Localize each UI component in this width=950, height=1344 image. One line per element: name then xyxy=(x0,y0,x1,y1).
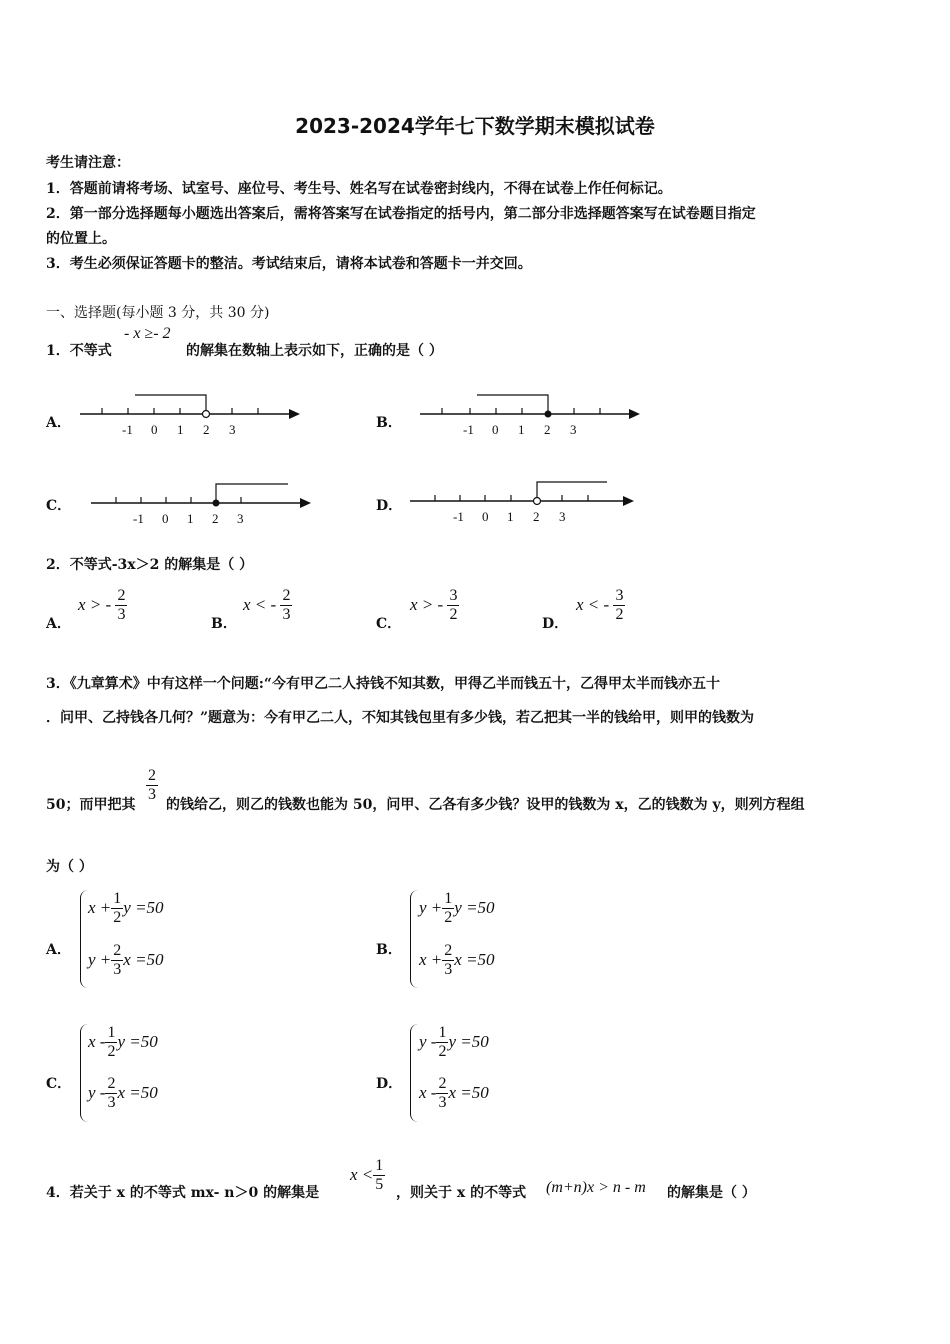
q1-option-c-numberline xyxy=(86,475,316,530)
tick-label: 3 xyxy=(559,509,566,524)
q3-option-a-row-1: x + $\frac{1}{2}$ y =50 xyxy=(88,890,164,927)
notice-item: 的位置上。 xyxy=(46,231,116,247)
solution-ray xyxy=(477,395,548,414)
q3-line-1: 3．《九章算术》中有这样一个问题:“今有甲乙二人持钱不知其数，甲得乙半而钱五十，乙得甲太半而钱亦五十 xyxy=(46,676,720,692)
tick-label: 2 xyxy=(544,422,551,437)
notice-heading: 考生请注意： xyxy=(46,155,130,171)
q3-option-c-row-2: y - $\frac{2}{3}$ x =50 xyxy=(88,1075,158,1112)
notice-item: 3．考生必须保证答题卡的整洁。考试结束后，请将本试卷和答题卡一并交回。 xyxy=(46,256,532,272)
arrow-head xyxy=(629,409,640,419)
tick-label: 1 xyxy=(507,509,514,524)
q4-part-3: 的解集是（ ） xyxy=(667,1185,756,1201)
q2-option-c-expr xyxy=(410,587,459,625)
tick-label: 1 xyxy=(177,422,184,437)
tick-label: 0 xyxy=(482,509,489,524)
q2-option-b-expr xyxy=(243,587,292,625)
q3-option-a-label: A． xyxy=(46,942,71,958)
q3-option-b-row-2: x + $\frac{2}{3}$ x =50 xyxy=(419,942,495,979)
tick-label: -1 xyxy=(133,511,144,526)
q3-option-b-row-1: y + $\frac{1}{2}$ y =50 xyxy=(419,890,495,927)
q3-line-3-end: 的钱给乙，则乙的钱数也能为 50，问甲、乙各有多少钱？设甲的钱数为 x，乙的钱数为 y，则列方程组 xyxy=(166,797,805,813)
tick-label: 1 xyxy=(518,422,525,437)
expr-lhs: x > - xyxy=(78,594,112,614)
expr-lhs: x < - xyxy=(576,594,610,614)
section-heading: 一、选择题(每小题 3 分，共 30 分) xyxy=(46,305,270,321)
open-point xyxy=(534,498,541,505)
page-title: 2023-2024学年七下数学期末模拟试卷 xyxy=(295,114,655,138)
open-point xyxy=(203,411,210,418)
denominator: 3 xyxy=(117,606,126,624)
system-brace xyxy=(410,890,419,988)
denominator: 3 xyxy=(148,786,156,804)
numerator: 2 xyxy=(146,767,158,786)
q2-option-d-label: D． xyxy=(542,616,569,632)
q3-fraction xyxy=(146,767,158,805)
fraction xyxy=(447,587,459,625)
q3-option-a-row-2: y + $\frac{2}{3}$ x =50 xyxy=(88,942,164,979)
tick-label: 3 xyxy=(237,511,244,526)
q2-option-b-label: B． xyxy=(211,616,237,632)
solution-ray xyxy=(216,484,288,503)
tick-marks xyxy=(442,408,600,414)
tick-marks xyxy=(102,408,258,414)
tick-label: 2 xyxy=(203,422,210,437)
tick-label: 0 xyxy=(162,511,169,526)
fraction xyxy=(280,587,292,625)
q1-option-a-label: A． xyxy=(46,415,71,431)
tick-label: 2 xyxy=(212,511,219,526)
system-brace xyxy=(410,1024,419,1122)
q1-prefix: 1．不等式 xyxy=(46,343,112,359)
tick-label: -1 xyxy=(122,422,133,437)
tick-label: -1 xyxy=(453,509,464,524)
q1-option-b-numberline xyxy=(415,388,645,443)
notice-item: 2．第一部分选择题每小题选出答案后，需将答案写在试卷指定的括号内，第二部分非选择题答案写在试卷题目指定 xyxy=(46,206,756,222)
arrow-head xyxy=(289,409,300,419)
q1-option-b-label: B． xyxy=(376,415,402,431)
tick-label: -1 xyxy=(463,422,474,437)
tick-label: 1 xyxy=(187,511,194,526)
q3-option-d-row-2: x - $\frac{2}{3}$ x =50 xyxy=(419,1075,489,1112)
q2-option-a-expr xyxy=(78,587,127,625)
q3-line-3-start: 50；而甲把其 xyxy=(46,797,136,813)
numerator: 2 xyxy=(115,587,127,606)
q2-text: 2．不等式-3x＞2 的解集是（ ） xyxy=(46,557,254,573)
q1-option-d-numberline xyxy=(405,474,640,529)
q3-option-d-label: D． xyxy=(376,1076,403,1092)
solution-ray xyxy=(135,395,206,411)
solution-ray xyxy=(537,482,607,498)
arrow-head xyxy=(300,498,311,508)
denominator: 3 xyxy=(282,606,291,624)
tick-marks xyxy=(435,495,588,501)
tick-marks xyxy=(116,497,241,503)
tick-label: 2 xyxy=(533,509,540,524)
expr-lhs: x < - xyxy=(243,594,277,614)
closed-point xyxy=(545,411,552,418)
q3-line-4: 为（ ） xyxy=(46,859,93,875)
numerator: 2 xyxy=(280,587,292,606)
q2-option-c-label: C． xyxy=(376,616,402,632)
q4-expression: (m+n)x > n - m xyxy=(546,1179,646,1196)
q3-option-b-label: B． xyxy=(376,942,402,958)
q3-option-c-row-1: x - $\frac{1}{2}$ y =50 xyxy=(88,1024,158,1061)
tick-label: 0 xyxy=(492,422,499,437)
q1-option-a-numberline xyxy=(75,388,305,443)
numerator: 3 xyxy=(613,587,625,606)
q2-option-a-label: A． xyxy=(46,616,71,632)
numerator: 3 xyxy=(447,587,459,606)
closed-point xyxy=(213,500,220,507)
tick-label: 3 xyxy=(229,422,236,437)
q3-option-c-label: C． xyxy=(46,1076,72,1092)
q3-option-d-row-1: y - $\frac{1}{2}$ y =50 xyxy=(419,1024,489,1061)
q4-part-2: ，则关于 x 的不等式 xyxy=(396,1185,527,1201)
q2-option-d-expr xyxy=(576,587,625,625)
q4-part-1: 4．若关于 x 的不等式 mx- n＞0 的解集是 xyxy=(46,1185,320,1201)
q3-line-2: ．问甲、乙持钱各几何？”题意为：今有甲乙二人，不知其钱包里有多少钱，若乙把其一半的钱给甲，则甲的钱数为 xyxy=(46,710,755,726)
notice-item: 1．答题前请将考场、试室号、座位号、考生号、姓名写在试卷密封线内，不得在试卷上作任何标记。 xyxy=(46,181,672,197)
q4-solution-expr: x < $\frac{1}{5}$ xyxy=(350,1157,384,1194)
tick-label: 3 xyxy=(570,422,577,437)
q1-option-c-label: C． xyxy=(46,498,72,514)
fraction xyxy=(115,587,127,625)
q1-suffix: 的解集在数轴上表示如下，正确的是（ ） xyxy=(186,343,443,359)
q1-expression: - x ≥- 2 xyxy=(124,325,171,342)
q1-option-d-label: D． xyxy=(376,498,403,514)
tick-label: 0 xyxy=(151,422,158,437)
denominator: 2 xyxy=(615,606,624,624)
expr-lhs: x > - xyxy=(410,594,444,614)
arrow-head xyxy=(623,496,634,506)
denominator: 2 xyxy=(449,606,458,624)
fraction xyxy=(613,587,625,625)
